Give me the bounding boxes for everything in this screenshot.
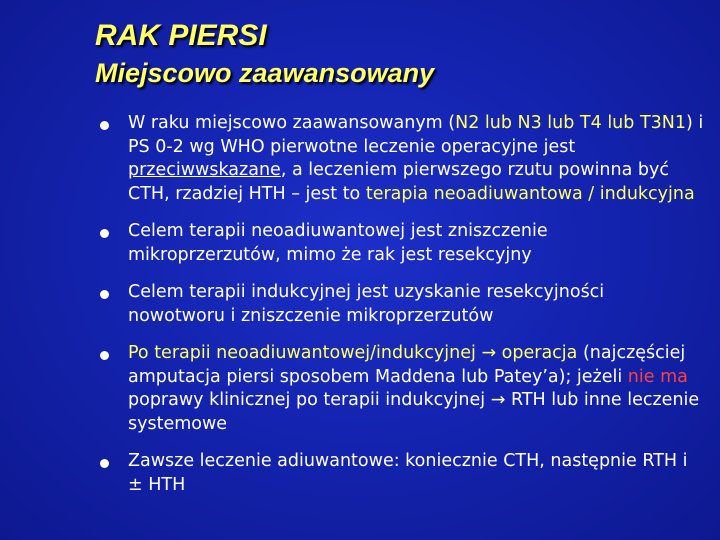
bullet-dot-icon xyxy=(100,459,109,468)
bullet-text-segment: poprawy klinicznej po terapii indukcyjnej xyxy=(128,390,491,410)
bullet-text-segment: W raku miejscowo zaawansowanym ( xyxy=(128,113,456,133)
bullet-item-adjuvant xyxy=(100,450,705,497)
bullet-text-segment: (najczęściej amputacja piersi sposobem Maddena lub Patey’a); jeżeli xyxy=(128,343,686,387)
bullet-dot-icon xyxy=(100,121,109,130)
bullet-list xyxy=(100,112,705,497)
bullet-dot-icon xyxy=(100,290,109,299)
slide-subtitle: Miejscowo zaawansowany xyxy=(95,58,435,88)
bullet-text-segment: ) i PS 0-2 wg WHO pierwotne leczenie operacyjne jest xyxy=(128,113,704,157)
bullet-text-segment: RTH lub inne leczenie systemowe xyxy=(128,390,700,434)
bullet-item-induction-goal xyxy=(100,281,705,328)
therapy-type-highlight: terapia neoadiuwantowa / indukcyjna xyxy=(365,183,695,204)
bullet-text: Zawsze leczenie adiuwantowe: koniecznie CTH, następnie RTH i ± HTH xyxy=(128,451,688,495)
bullet-dot-icon xyxy=(100,229,109,238)
operation-highlight: operacja xyxy=(496,343,578,363)
bullet-text: Celem terapii neoadiuwantowej jest zniszczenie mikroprzerzutów, mimo że rak jest resekcyjny xyxy=(128,221,548,265)
bullet-item-neoadjuvant-goal xyxy=(100,220,705,267)
arrow-right-icon: → xyxy=(490,390,506,410)
therapy-highlight: Po terapii neoadiuwantowej/indukcyjnej xyxy=(128,343,482,363)
bullet-text-segment: , a leczeniem pierwszego rzutu powinna być CTH, rzadziej HTH – jest to xyxy=(128,160,669,204)
arrow-right-icon: → xyxy=(481,343,497,363)
bullet-text xyxy=(128,113,703,204)
no-improvement-emphasis: nie ma xyxy=(627,366,688,387)
tumor-stage-highlight: N2 lub N3 lub T4 lub T3N1 xyxy=(455,113,686,133)
slide-title: RAK PIERSI xyxy=(95,19,267,52)
contraindicated-term: przeciwwskazane xyxy=(128,160,281,180)
bullet-dot-icon xyxy=(100,351,109,360)
bullet-item-after-therapy xyxy=(100,342,705,436)
bullet-text xyxy=(128,343,699,434)
bullet-text: Celem terapii indukcyjnej jest uzyskanie resekcyjności nowotworu i zniszczenie mikroprzerzutów xyxy=(128,282,605,326)
bullet-item-contraindication xyxy=(100,112,705,206)
